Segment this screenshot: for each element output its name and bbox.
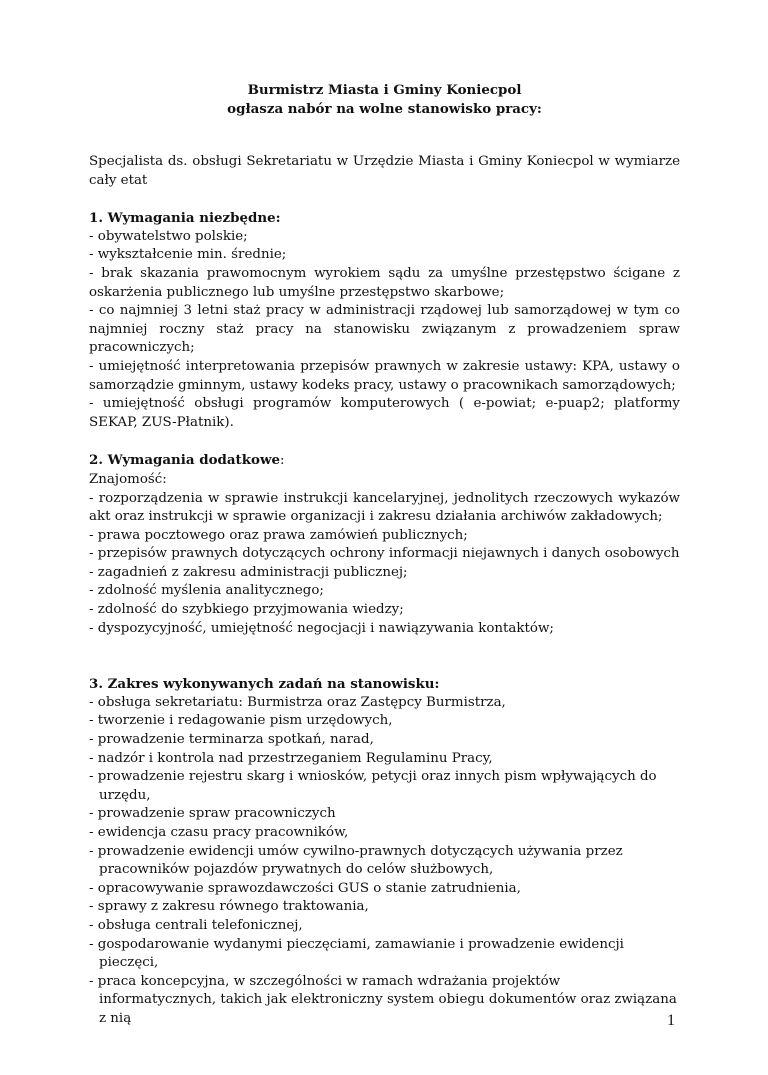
list-item: - tworzenie i redagowanie pism urzędowych, xyxy=(89,713,393,729)
list-item: - opracowywanie sprawozdawczości GUS o stanie zatrudnienia, xyxy=(89,880,521,896)
list-item: - gospodarowanie wydanymi pieczęciami, zamawianie i prowadzenie ewidencji pieczęci, xyxy=(89,936,624,971)
list-item: - umiejętność interpretowania przepisów prawnych w zakresie ustawy: KPA, ustawy o samorządzie gminnym, ustawy kodeks pracy, ustawy o pracownikach samorządowych; xyxy=(89,358,680,393)
list-item: - prawa pocztowego oraz prawa zamówień publicznych; xyxy=(89,527,468,543)
section-additional xyxy=(89,451,680,638)
section-additional-title-colon: : xyxy=(280,453,285,469)
document-page xyxy=(0,81,768,1075)
page-number: 1 xyxy=(667,1012,675,1029)
list-item: - prowadzenie rejestru skarg i wniosków, petycji oraz innych pism wpływających do urzędu, xyxy=(89,769,657,803)
list-item: - przepisów prawnych dotyczących ochrony informacji niejawnych i danych osobowych xyxy=(89,546,680,562)
list-item: - brak skazania prawomocnym wyrokiem sądu za umyślne przestępstwo ścigane z oskarżenia publicznego lub umyślne przestępstwo skarbowe; xyxy=(89,265,680,300)
position-title: Specjalista ds. obsługi Sekretariatu w Urzędzie Miasta i Gminy Koniecpol w wymiarze cały etat xyxy=(89,154,680,188)
list-item: - obsługa sekretariatu: Burmistrza oraz Zastępcy Burmistrza, xyxy=(89,694,506,710)
section-tasks xyxy=(89,675,680,1028)
list-item: - sprawy z zakresu równego traktowania, xyxy=(89,899,369,915)
tasks-list xyxy=(89,694,680,1029)
list-item: - co najmniej 3 letni staż pracy w administracji rządowej lub samorządowej w tym co najmniej roczny staż pracy na stanowisku związanym z prowadzeniem spraw pracowniczych; xyxy=(89,303,680,356)
list-item: - obsługa centrali telefonicznej, xyxy=(89,917,303,933)
section-additional-intro: Znajomość: xyxy=(89,471,167,487)
section-tasks-title: 3. Zakres wykonywanych zadań na stanowisku: xyxy=(89,676,440,693)
list-item: - prowadzenie ewidencji umów cywilno-prawnych dotyczących używania przez pracowników pojazdów prywatnych do celów służbowych, xyxy=(89,843,623,878)
additional-list xyxy=(89,490,680,639)
list-item: - praca koncepcyjna, w szczególności w ramach wdrażania projektów informatycznych, takich jak elektroniczny system obiegu dokumentów oraz związana z nią xyxy=(89,973,677,1026)
list-item: - zagadnień z zakresu administracji publicznej; xyxy=(89,564,408,580)
list-item: - nadzór i kontrola nad przestrzeganiem Regulaminu Pracy, xyxy=(89,750,493,766)
list-item: - dyspozycyjność, umiejętność negocjacji i nawiązywania kontaktów; xyxy=(89,620,554,636)
section-additional-title xyxy=(89,451,680,471)
list-item: - ewidencja czasu pracy pracowników, xyxy=(89,825,349,840)
list-item: - zdolność myślenia analitycznego; xyxy=(89,583,324,599)
header-line-2: ogłasza nabór na wolne stanowisko pracy: xyxy=(227,101,542,117)
list-item: - prowadzenie terminarza spotkań, narad, xyxy=(89,732,374,748)
list-item: - zdolność do szybkiego przyjmowania wiedzy; xyxy=(89,602,404,618)
list-item: - prowadzenie spraw pracowniczych xyxy=(89,806,336,822)
header-line-1: Burmistrz Miasta i Gminy Koniecpol xyxy=(247,82,522,98)
list-item: - obywatelstwo polskie; xyxy=(89,228,248,244)
list-item: - umiejętność obsługi programów komputerowych ( e-powiat; e-puap2; platformy SEKAP, ZUS-Płatnik). xyxy=(89,396,680,430)
announcement-header xyxy=(89,81,680,119)
section-required-title: 1. Wymagania niezbędne: xyxy=(89,210,281,227)
list-item: - wykształcenie min. średnie; xyxy=(89,247,287,263)
required-list xyxy=(89,228,680,433)
section-additional-title-text: 2. Wymagania dodatkowe xyxy=(89,452,280,469)
section-required xyxy=(89,209,680,432)
list-item: - rozporządzenia w sprawie instrukcji kancelaryjnej, jednolitych rzeczowych wykazów akt oraz instrukcji w sprawie organizacji i zakresu działania archiwów zakładowych; xyxy=(89,490,680,525)
